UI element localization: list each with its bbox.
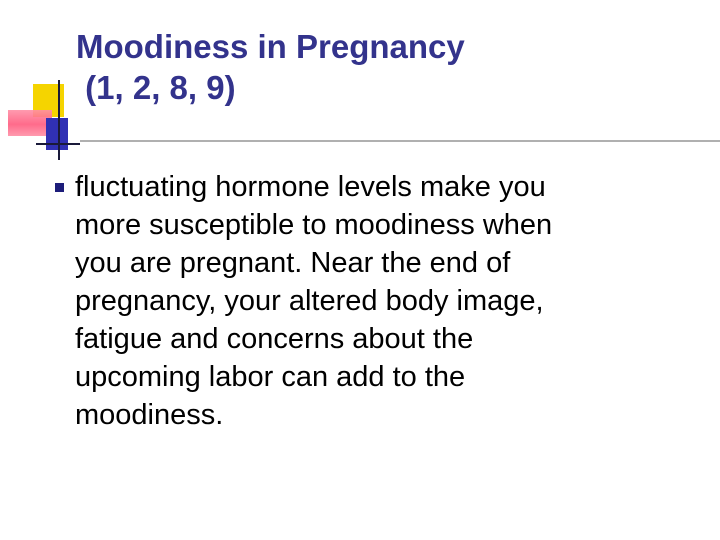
- bullet-text-line: upcoming labor can add to the: [75, 361, 466, 393]
- bullet-text-line: you are pregnant. Near the end of: [75, 247, 511, 279]
- bullet-text-line: more susceptible to moodiness when: [75, 209, 553, 241]
- decorative-crosshair-line: [36, 143, 80, 145]
- title-divider-line: [80, 140, 720, 142]
- slide-title: [76, 26, 696, 108]
- bullet-text-line: fatigue and concerns about the: [75, 323, 474, 355]
- slide-title-line-1: Moodiness in Pregnancy: [76, 28, 465, 65]
- bullet-text-line: moodiness.: [75, 399, 224, 431]
- decorative-vertical-line: [58, 80, 60, 160]
- bullet-text-line: pregnancy, your altered body image,: [75, 285, 544, 317]
- bullet-square-icon: [55, 183, 64, 192]
- bullet-text: [75, 168, 685, 434]
- decorative-blue-square: [46, 118, 68, 150]
- bullet-text-line: fluctuating hormone levels make you: [75, 171, 546, 203]
- slide-title-line-2: (1, 2, 8, 9): [76, 69, 236, 106]
